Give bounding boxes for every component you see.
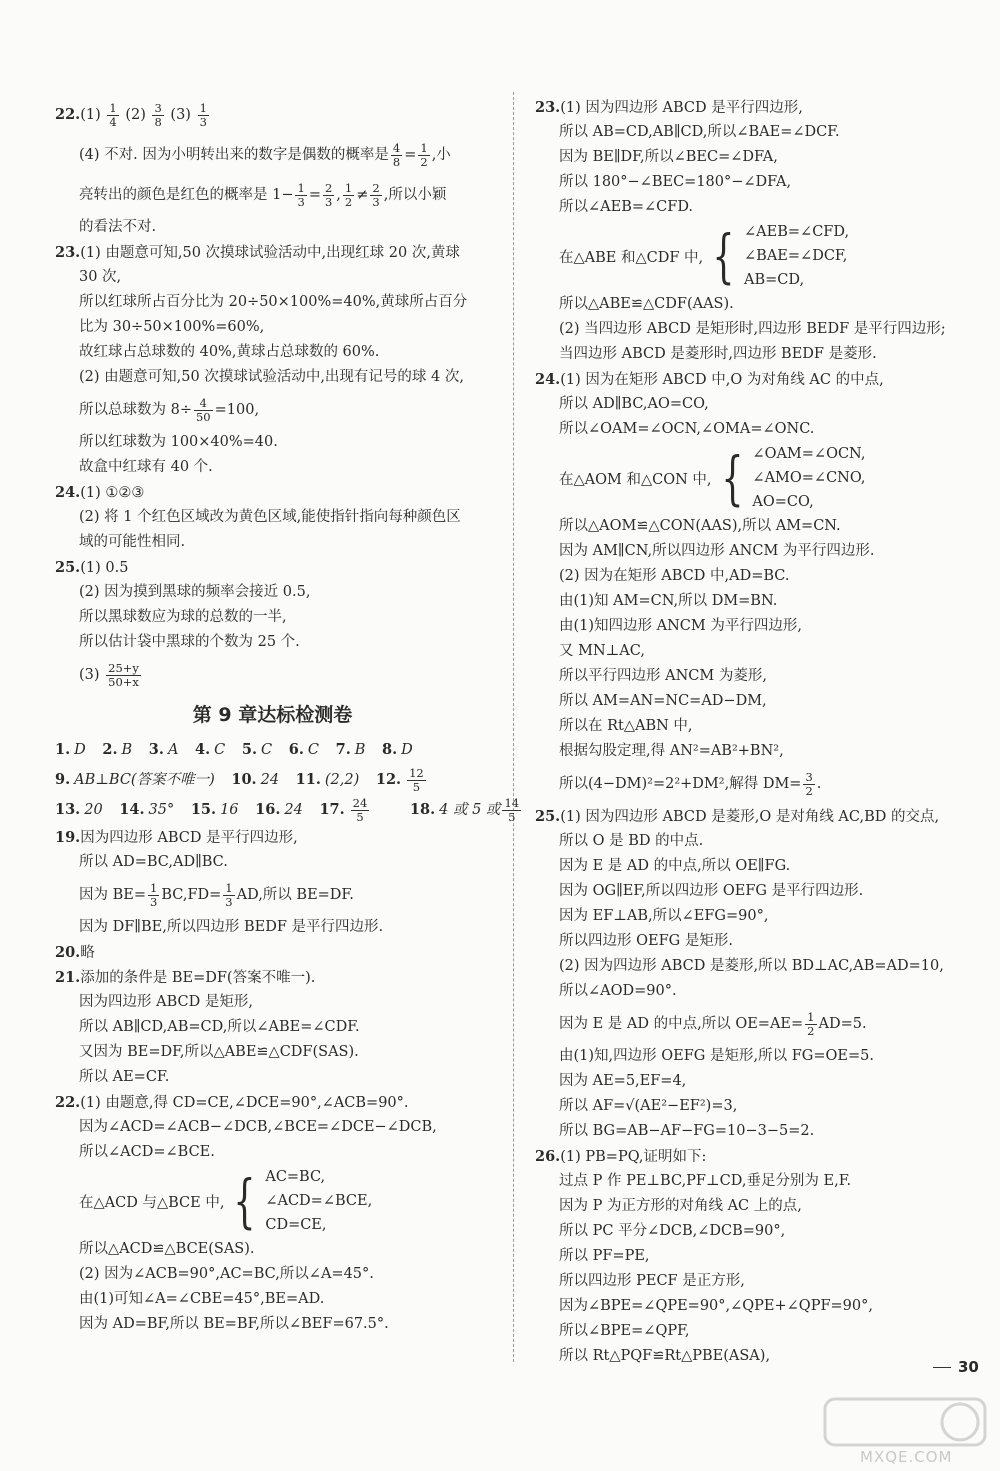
answer-text: 所以(4−DM)²=2²+DM²,解得 DM= (559, 776, 802, 792)
answer-line (55, 240, 490, 265)
numerator: 2 (372, 180, 380, 195)
answer-line: 因为 DF∥BE,所以四边形 BEDF 是平行四边形. (79, 919, 384, 935)
question-number: 14. (119, 801, 145, 818)
answer-text: (1) 因为在矩形 ABCD 中,O 为对角线 AC 的中点, (560, 372, 884, 388)
page-number: 30 (958, 1358, 979, 1376)
answer-line: 所以 Rt△PQF≌Rt△PBE(ASA), (559, 1348, 771, 1364)
answer-line: 所以∠BPE=∠QPF, (559, 1323, 690, 1339)
answer-line: 所以△ABE≌△CDF(AAS). (559, 296, 734, 312)
answer-text: (1) 0.5 (80, 560, 129, 576)
answer-line: 根据勾股定理,得 AN²=AB²+BN², (559, 743, 784, 759)
choice-answer (102, 742, 132, 758)
answer-text: , (336, 187, 341, 203)
denominator: 8 (154, 114, 162, 129)
answer-text: ≠ (356, 187, 369, 203)
condition-line: ∠OAM=∠OCN, (752, 446, 866, 462)
page-number-rule (933, 1367, 951, 1368)
fill-answer (119, 802, 174, 818)
brace-lines (744, 220, 849, 292)
fraction (805, 1011, 816, 1038)
choice-answer (149, 742, 179, 758)
question-number: 11. (295, 771, 321, 788)
choice-answer (195, 742, 225, 758)
answer-line: 所以∠AEB=∠CFD. (559, 199, 694, 215)
denominator: 3 (225, 894, 233, 909)
answer-text: B (121, 742, 133, 758)
question-number: 1. (55, 741, 71, 758)
fill-answer (409, 795, 545, 824)
answer-text: (1) ①②③ (80, 485, 145, 501)
numerator: 24 (352, 795, 368, 810)
answer-text: (4) 不对. 因为小明转出来的数字是偶数的概率是 (79, 147, 389, 163)
answer-line: 所以红球数为 100×40%=40. (79, 434, 278, 450)
answer-text: = (308, 187, 321, 203)
fraction (391, 142, 402, 169)
question-number: 21. (55, 969, 81, 986)
answer-text: AD,所以 BE=DF. (236, 887, 354, 903)
answer-line: 因为四边形 ABCD 是矩形, (79, 994, 253, 1010)
fill-answer (255, 802, 303, 818)
question-number: 19. (55, 829, 81, 846)
answer-text: AD=5. (818, 1016, 867, 1032)
denominator: 50 (195, 409, 211, 424)
fraction (502, 797, 533, 824)
answer-line (535, 367, 970, 392)
numerator: 1 (344, 180, 353, 195)
equation-system (535, 220, 970, 292)
numerator: 3 (805, 769, 813, 784)
answer-line: 比为 30÷50×100%=60%, (79, 319, 265, 335)
denominator: 3 (199, 114, 207, 129)
fraction (148, 882, 159, 909)
answer-text: 亮转出的颜色是红色的概率是 1− (79, 187, 294, 203)
denominator: 3 (150, 894, 158, 909)
answer-line: 当四边形 ABCD 是菱形时,四边形 BEDF 是菱形. (559, 346, 877, 362)
denominator: 5 (412, 779, 421, 794)
answer-text: 20 (84, 802, 103, 818)
answer-line (55, 655, 490, 695)
answer-line: 因为 AE=5,EF=4, (559, 1073, 687, 1089)
numerator: 2 (324, 180, 333, 195)
answer-line (535, 95, 970, 120)
answer-text: D (74, 742, 86, 758)
answer-text: C (261, 742, 273, 758)
answer-line: 所以 180°−∠BEC=180°−∠DFA, (559, 174, 792, 190)
answer-line: 所以∠ACD=∠BCE. (79, 1144, 215, 1160)
answer-line: 所以平行四边形 ANCM 为菱形, (559, 668, 767, 684)
answer-line (55, 1090, 490, 1115)
numerator: 14 (504, 795, 520, 810)
answer-text: (1) 因为四边形 ABCD 是菱形,O 是对角线 AC,BD 的交点, (560, 809, 940, 825)
answer-line (55, 965, 490, 990)
answer-line: 因为 E 是 AD 的中点,所以 OE∥FG. (559, 858, 791, 874)
question-number: 24. (55, 484, 81, 501)
left-column (55, 95, 520, 1337)
answer-text: 在△AOM 和△CON 中, (559, 471, 712, 488)
answer-text: (3) (165, 107, 196, 123)
answer-line: 所以 AB=CD,AB∥CD,所以∠BAE=∠DCF. (559, 124, 840, 140)
fraction (295, 182, 306, 209)
answer-line: 过点 P 作 PE⊥BC,PF⊥CD,垂足分别为 E,F. (559, 1173, 852, 1189)
answer-line: (2) 因为四边形 ABCD 是菱形,所以 BD⊥AC,AB=AD=10, (559, 958, 944, 974)
answer-text: 24 (260, 772, 280, 788)
numerator: 12 (409, 765, 424, 780)
fraction (370, 182, 381, 209)
question-number: 13. (55, 801, 81, 818)
fraction (106, 662, 141, 689)
denominator: 3 (297, 194, 305, 209)
condition-line: AC=BC, (265, 1169, 326, 1185)
question-number: 8. (382, 741, 398, 758)
fraction (198, 102, 209, 129)
fill-answer (55, 802, 103, 818)
answer-line: 由(1)知四边形 ANCM 为平行四边形, (559, 618, 802, 634)
answer-text: = (404, 147, 417, 163)
fraction (803, 771, 814, 798)
denominator: 5 (508, 809, 516, 824)
question-number: 25. (535, 808, 561, 825)
numerator: 1 (150, 880, 158, 895)
fill-answer (55, 772, 215, 788)
question-number: 5. (241, 741, 258, 758)
numerator: 25+y (108, 660, 139, 675)
fraction (152, 102, 163, 129)
denominator: 2 (805, 783, 813, 798)
answer-text: 因为四边形 ABCD 是平行四边形, (80, 830, 298, 846)
question-number: 4. (195, 741, 211, 758)
answer-text: AB⊥BC(答案不唯一) (74, 772, 215, 788)
answer-line (535, 804, 970, 829)
condition-line: ∠BAE=∠DCF, (744, 248, 848, 264)
fraction (107, 102, 118, 129)
denominator: 5 (356, 809, 364, 824)
fill-answer (319, 795, 393, 824)
section-title: 第 9 章达标检测卷 (192, 704, 353, 726)
answer-text: (3) (79, 667, 105, 683)
question-number: 9. (55, 771, 71, 788)
answer-text: 因为 BE= (79, 887, 146, 903)
answer-line: 域的可能性相同. (79, 534, 186, 550)
question-number: 22. (55, 1094, 81, 1111)
question-number: 20. (55, 944, 81, 961)
answer-line: 因为 AD=BF,所以 BE=BF,所以∠BEF=67.5°. (79, 1316, 389, 1332)
choice-answer (242, 742, 272, 758)
column-divider (513, 92, 514, 1362)
answer-line: (2) 由题意可知,50 次摸球试验活动中,出现有记号的球 4 次, (79, 369, 464, 385)
numerator: 1 (420, 140, 428, 155)
numerator: 4 (194, 397, 213, 411)
answer-line: 由(1)可知∠A=∠CBE=45°,BE=AD. (79, 1291, 325, 1307)
answer-line: 所以四边形 OEFG 是矩形. (559, 933, 733, 949)
answer-text: 所以总球数为 8÷ (79, 402, 192, 418)
answer-text: 在△ACD 与△BCE 中, (79, 1194, 225, 1211)
question-number: 22. (55, 106, 81, 123)
question-number: 23. (55, 244, 81, 261)
answer-text: C (214, 742, 226, 758)
answer-line: 所以在 Rt△ABN 中, (559, 718, 693, 734)
condition-line: ∠AMO=∠CNO, (752, 470, 866, 486)
question-number: 25. (55, 559, 81, 576)
answer-line: 所以黑球数应为球的总数的一半, (79, 609, 287, 625)
right-column (535, 95, 970, 1369)
answer-line: 因为∠BPE=∠QPE=90°,∠QPE+∠QPF=90°, (559, 1298, 873, 1314)
denominator: 50+x (108, 674, 139, 689)
answer-text: BC,FD= (161, 887, 222, 903)
answer-text: B (354, 742, 366, 758)
answer-line: 所以△AOM≌△CON(AAS),所以 AM=CN. (559, 518, 841, 534)
answer-line (55, 940, 490, 965)
answer-text: (2) (120, 107, 151, 123)
brace-lines (752, 442, 865, 514)
denominator: 3 (372, 194, 380, 209)
denominator: 3 (324, 194, 333, 209)
numerator: 1 (225, 880, 233, 895)
question-number: 6. (288, 741, 304, 758)
denominator: 4 (109, 114, 117, 129)
fraction (323, 182, 334, 209)
answer-line: 所以 AF=√(AE²−EF²)=3, (559, 1098, 738, 1114)
answer-line (535, 764, 970, 804)
answer-line: 所以 AB∥CD,AB=CD,所以∠ABE=∠CDF. (79, 1019, 360, 1035)
question-number: 16. (255, 801, 281, 818)
answer-text: 略 (80, 945, 95, 961)
answer-line: 因为 OG∥EF,所以四边形 OEFG 是平行四边形. (559, 883, 864, 899)
answer-line: 故红球占总球数的 40%,黄球占总球数的 60%. (79, 344, 380, 360)
answer-line (55, 825, 490, 850)
question-number: 7. (335, 741, 351, 758)
answer-line: (2) 因为摸到黑球的频率会接近 0.5, (79, 584, 311, 600)
question-number: 18. (409, 801, 436, 818)
answer-line: 所以 O 是 BD 的中点. (559, 833, 704, 849)
answer-line: 所以 PF=PE, (559, 1248, 650, 1264)
answer-line: 所以 PC 平分∠DCB,∠DCB=90°, (559, 1223, 786, 1239)
answer-line: (2) 当四边形 ABCD 是矩形时,四边形 BEDF 是平行四边形; (559, 321, 946, 337)
choice-answer (382, 742, 413, 758)
answer-line: 30 次, (79, 269, 122, 285)
question-number: 23. (535, 99, 561, 116)
answer-line: 所以 AE=CF. (79, 1069, 170, 1085)
answer-line: 所以△ACD≌△BCE(SAS). (79, 1241, 255, 1257)
denominator: 2 (344, 194, 353, 209)
fraction (407, 767, 438, 794)
answer-text: (1) 因为四边形 ABCD 是平行四边形, (560, 100, 803, 116)
answer-line: 故盒中红球有 40 个. (79, 459, 213, 475)
answer-line (535, 1004, 970, 1044)
answer-line (535, 1144, 970, 1169)
watermark-text: MXQE.COM (860, 1448, 953, 1466)
numerator: 1 (199, 100, 207, 115)
answer-text: (1) PB=PQ,证明如下: (560, 1149, 707, 1165)
answer-line: 因为 EF⊥AB,所以∠EFG=90°, (559, 908, 769, 924)
denominator: 2 (807, 1023, 815, 1038)
numerator: 1 (807, 1009, 815, 1024)
answer-line: 所以∠OAM=∠OCN,∠OMA=∠ONC. (559, 421, 815, 437)
brace-symbol: { (720, 444, 744, 512)
answer-text: 4 或 5 或 (439, 802, 501, 818)
answer-line: (2) 因为∠ACB=90°,AC=BC,所以∠A=45°. (79, 1266, 374, 1282)
answer-line: 所以∠AOD=90°. (559, 983, 677, 999)
numerator: 4 (392, 140, 401, 155)
answer-line (55, 390, 490, 430)
answer-line: 因为∠ACD=∠ACB−∠DCB,∠BCE=∠DCE−∠DCB, (79, 1119, 437, 1135)
numerator: 1 (109, 100, 117, 115)
condition-line: ∠AEB=∠CFD, (744, 224, 850, 240)
question-number: 12. (375, 771, 402, 788)
answer-line: 又因为 BE=DF,所以△ABE≌△CDF(SAS). (79, 1044, 359, 1060)
fraction (351, 797, 382, 824)
answer-text: (1) (80, 107, 106, 123)
answer-line (55, 135, 490, 175)
fill-answers-row (55, 765, 490, 795)
answer-line: 所以 BG=AB−AF−FG=10−3−5=2. (559, 1123, 815, 1139)
fraction (343, 182, 354, 209)
answer-line: 因为 BE∥DF,所以∠BEC=∠DFA, (559, 149, 778, 165)
answer-text: C (307, 742, 319, 758)
choice-answers-row (55, 735, 490, 765)
answer-line: 又 MN⊥AC, (559, 643, 645, 659)
denominator: 8 (392, 154, 401, 169)
answer-text: (1) 由题意,得 CD=CE,∠DCE=90°,∠ACB=90°. (80, 1095, 409, 1111)
question-number: 24. (535, 371, 561, 388)
question-number: 2. (102, 741, 118, 758)
answer-text: A (167, 742, 179, 758)
condition-line: ∠ACD=∠BCE, (265, 1193, 373, 1209)
answer-line (55, 555, 490, 580)
choice-answer (289, 742, 319, 758)
answer-text: 35° (148, 802, 175, 818)
question-number: 17. (319, 801, 345, 818)
answer-text: =100, (214, 402, 260, 418)
answer-line: 所以 AD∥BC,AO=CO, (559, 396, 709, 412)
brace-lines (265, 1165, 372, 1237)
answer-line: (2) 将 1 个红色区域改为黄色区域,能使指针指向每种颜色区 (79, 509, 461, 525)
question-number: 3. (148, 741, 164, 758)
answer-line: 所以 AM=AN=NC=AD−DM, (559, 693, 767, 709)
answer-text: 24 (284, 802, 303, 818)
fraction (418, 142, 429, 169)
fill-answer (231, 772, 279, 788)
brace-symbol: { (233, 1167, 256, 1235)
answer-line: 由(1)知 AM=CN,所以 DM=BN. (559, 593, 778, 609)
answer-text: (1) 由题意可知,50 次摸球试验活动中,出现红球 20 次,黄球 (80, 245, 460, 261)
fill-answers-row (55, 795, 520, 825)
answer-text: . (816, 776, 822, 792)
equation-system (535, 442, 970, 514)
answer-line: 所以估计袋中黑球的个数为 25 个. (79, 634, 300, 650)
choice-answer (336, 742, 366, 758)
answer-text: 16 (220, 802, 239, 818)
answer-text: 在△ABE 和△CDF 中, (559, 249, 704, 266)
brace-symbol: { (712, 222, 735, 290)
condition-line: AO=CO, (752, 494, 814, 510)
question-number: 26. (535, 1148, 561, 1165)
answer-line (55, 875, 490, 915)
answer-line: 的看法不对. (79, 219, 157, 235)
equation-system (55, 1165, 490, 1237)
answer-line: 所以 AD=BC,AD∥BC. (79, 854, 228, 870)
numerator: 1 (297, 180, 305, 195)
answer-text: 添加的条件是 BE=DF(答案不唯一). (80, 970, 316, 986)
condition-line: CD=CE, (265, 1217, 327, 1233)
choice-answer (55, 742, 86, 758)
question-number: 10. (231, 771, 257, 788)
fraction (223, 882, 234, 909)
answer-line (55, 95, 490, 135)
fill-answer (375, 765, 450, 794)
answer-text: (2,2) (324, 772, 360, 788)
answer-line: 所以四边形 PECF 是正方形, (559, 1273, 745, 1289)
fill-answer (191, 802, 239, 818)
answer-text: D (401, 742, 413, 758)
answer-text: 因为 E 是 AD 的中点,所以 OE=AE= (559, 1016, 804, 1032)
condition-line: AB=CD, (744, 272, 805, 288)
answer-line (55, 480, 490, 505)
answer-line: 由(1)知,四边形 OEFG 是矩形,所以 FG=OE=5. (559, 1048, 874, 1064)
question-number: 15. (190, 801, 217, 818)
answer-line: (2) 因为在矩形 ABCD 中,AD=BC. (559, 568, 790, 584)
numerator: 3 (154, 100, 162, 115)
fill-answer (296, 772, 360, 788)
answer-line (55, 175, 490, 215)
answer-line: 因为 AM∥CN,所以四边形 ANCM 为平行四边形. (559, 543, 875, 559)
fraction (194, 397, 213, 424)
answer-text: ,所以小颖 (383, 187, 447, 203)
answer-line: 因为 P 为正方形的对角线 AC 上的点, (559, 1198, 802, 1214)
answer-line: 所以红球所占百分比为 20÷50×100%=40%,黄球所占百分 (79, 294, 468, 310)
denominator: 2 (420, 154, 428, 169)
answer-text: ,小 (431, 147, 451, 163)
